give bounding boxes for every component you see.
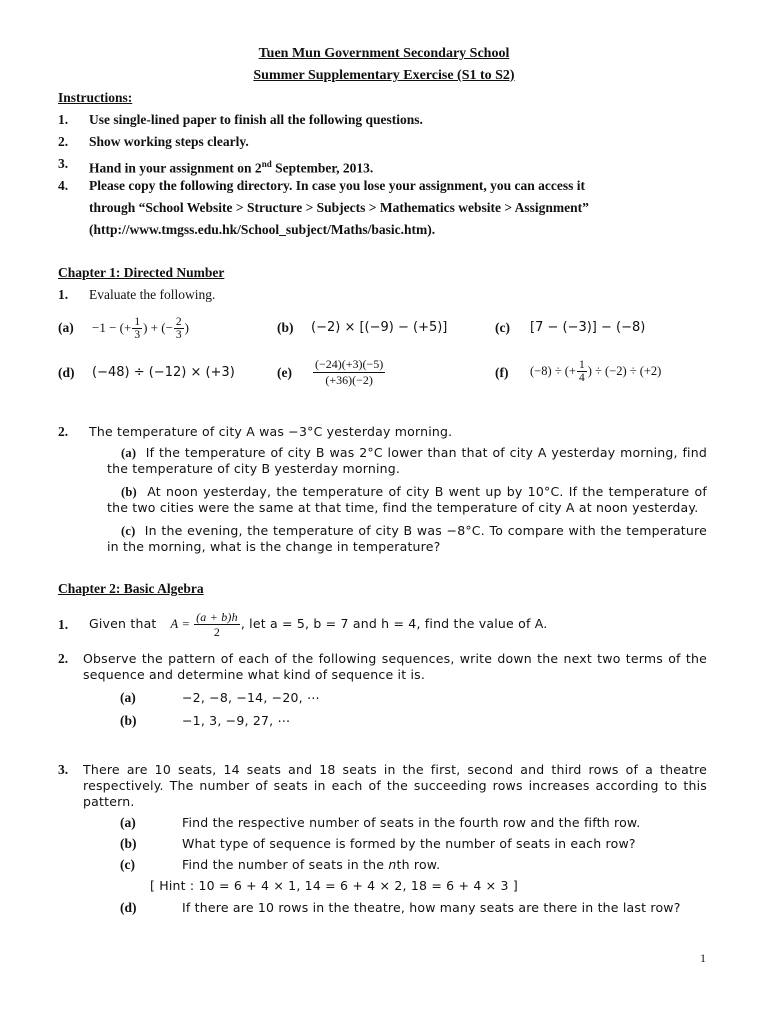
ch1-q1-text: Evaluate the following. <box>89 287 216 302</box>
ch2-q3c-label: (c) <box>120 857 135 872</box>
ch1-q2a: (a) If the temperature of city B was 2°C lower than that of city A yesterday morning, find the temperature of city B yesterday morning. <box>107 445 707 476</box>
ch1-q1c-expression: [7 − (−3)] − (−8) <box>530 320 646 335</box>
instruction-4-num: 4. <box>58 178 69 193</box>
ch2-q2-num: 2. <box>58 651 69 666</box>
ch2-q1-num: 1. <box>58 617 69 632</box>
ch1-q1a-label: (a) <box>58 320 74 335</box>
ch1-q1-num: 1. <box>58 287 69 302</box>
ch2-q2a-sequence: −2, −8, −14, −20, ⋯ <box>182 690 320 705</box>
ch1-q1f-label: (f) <box>495 365 509 380</box>
ch1-q2b: (b) At noon yesterday, the temperature of city B went up by 10°C. If the temperature of the two cities were the same at that time, find the temperature of city A at noon yesterday. <box>107 484 707 515</box>
ch2-q3c-text: Find the number of seats in the nth row. <box>182 857 441 872</box>
page-number: 1 <box>700 951 706 965</box>
instruction-1-text: Use single-lined paper to finish all the following questions. <box>89 112 423 127</box>
instruction-1-num: 1. <box>58 112 69 127</box>
instruction-2-num: 2. <box>58 134 69 149</box>
ch1-q1c-label: (c) <box>495 320 510 335</box>
ch2-q3-hint: [ Hint : 10 = 6 + 4 × 1, 14 = 6 + 4 × 2, 18 = 6 + 4 × 3 ] <box>150 878 518 893</box>
ch2-q3a-label: (a) <box>120 815 136 830</box>
ch2-q1-text: Given that A = $\frac{(a + b)h}{2}$ , let a = 5, b = 7 and h = 4, find the value of A. <box>89 609 548 639</box>
chapter-2-title: Chapter 2: Basic Algebra <box>58 581 204 596</box>
ch1-q1b-expression: (−2) × [(−9) − (+5)] <box>311 320 448 335</box>
ch1-q2-text: The temperature of city A was −3°C yesterday morning. <box>89 424 453 439</box>
area-formula: A = $\frac{(a + b)h}{2}$ <box>170 609 238 639</box>
ch2-q3b-text: What type of sequence is formed by the number of seats in each row? <box>182 836 636 851</box>
ch2-q3-text: There are 10 seats, 14 seats and 18 seats in the first, second and third rows of a theatre respectively. The number of seats in each of the succeeding rows increases according to this pattern. <box>83 762 707 809</box>
instruction-2-text: Show working steps clearly. <box>89 134 249 149</box>
ch2-q2a-label: (a) <box>120 690 136 705</box>
ch1-q1e-expression: $\frac{(-24)(+3)(-5)}{(+36)(-2)}$ <box>315 356 384 387</box>
ch1-q1a-expression: −1 − (+ $\frac{1}{3}$ ) + (− $\frac{2}{3}$ ) <box>92 315 189 341</box>
ch1-q2c: (c) In the evening, the temperature of city B was −8°C. To compare with the temperature in the morning, what is the change in temperature? <box>107 523 707 554</box>
instruction-4-line-2: through “School Website > Structure > Subjects > Mathematics website > Assignment” <box>89 200 589 215</box>
chapter-1-title: Chapter 1: Directed Number <box>58 265 225 280</box>
ch2-q3-num: 3. <box>58 762 69 777</box>
exercise-title: Summer Supplementary Exercise (S1 to S2) <box>253 68 515 83</box>
ch1-q1d-expression: (−48) ÷ (−12) × (+3) <box>92 365 235 380</box>
ch1-q1e-label: (e) <box>277 365 292 380</box>
instructions-heading: Instructions: <box>58 90 133 105</box>
ch2-q3d-label: (d) <box>120 900 137 915</box>
school-title: Tuen Mun Government Secondary School <box>258 46 510 61</box>
ch1-q2-num: 2. <box>58 424 69 439</box>
ch2-q3d-text: If there are 10 rows in the theatre, how many seats are there in the last row? <box>182 900 681 915</box>
instruction-3-num: 3. <box>58 156 69 171</box>
ch2-q3b-label: (b) <box>120 836 137 851</box>
instruction-4-line-1: Please copy the following directory. In case you lose your assignment, you can access it <box>89 178 585 193</box>
ch2-q2b-label: (b) <box>120 713 137 728</box>
ch1-q1f-expression: (−8) ÷ (+ $\frac{1}{4}$ ) ÷ (−2) ÷ (+2) <box>530 358 662 384</box>
instruction-4-line-3: (http://www.tmgss.edu.hk/School_subject/Maths/basic.htm). <box>89 222 436 237</box>
instruction-3-text: Hand in your assignment on 2nd September, 2013. <box>89 159 374 176</box>
ch2-q3a-text: Find the respective number of seats in the fourth row and the fifth row. <box>182 815 641 830</box>
ch2-q2b-sequence: −1, 3, −9, 27, ⋯ <box>182 713 291 728</box>
ch2-q2-text: Observe the pattern of each of the following sequences, write down the next two terms of the sequence and determine what kind of sequence it is. <box>83 651 707 682</box>
ordinal-suffix: nd <box>261 159 272 169</box>
ch1-q1b-label: (b) <box>277 320 294 335</box>
ch1-q1d-label: (d) <box>58 365 75 380</box>
